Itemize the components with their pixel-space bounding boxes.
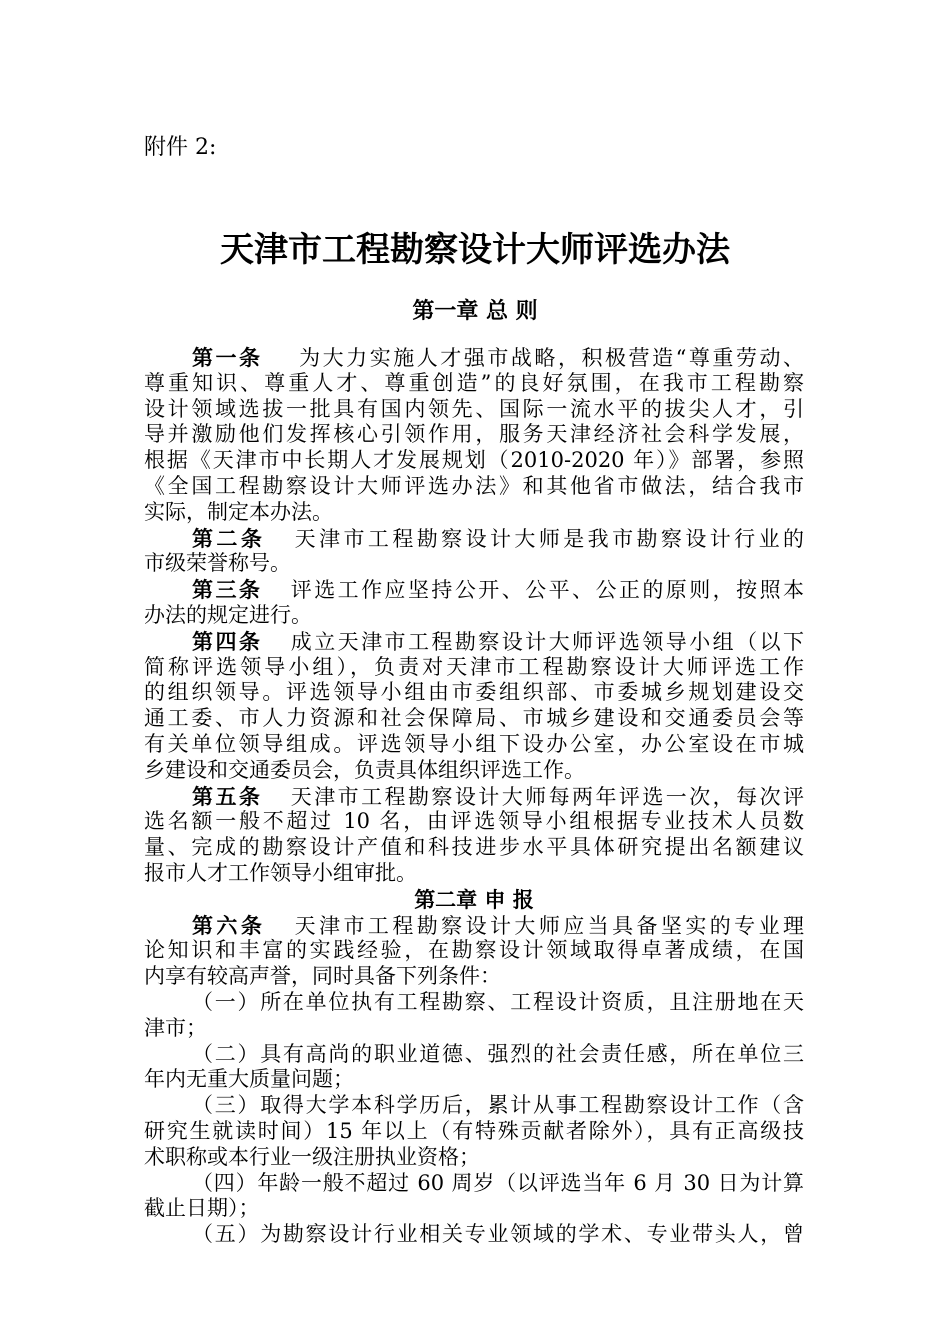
paragraph-line: 通工委、市人力资源和社会保障局、市城乡建设和交通委员会等 [144, 706, 804, 731]
article-label: 第四条 [192, 628, 263, 654]
article-label: 第二条 [192, 525, 266, 551]
paragraph-line [144, 345, 804, 371]
paragraph-line: 市级荣誉称号。 [144, 551, 291, 576]
line-text: 天津市工程勘察设计大师应当具备坚实的专业理 [291, 913, 804, 938]
line-text: 天津市工程勘察设计大师每两年评选一次，每次评 [288, 784, 804, 809]
paragraph-line: 尊重知识、尊重人才、尊重创造”的良好氛围，在我市工程勘察 [144, 370, 804, 395]
article-label: 第三条 [192, 577, 263, 603]
list-item-line: （三）取得大学本科学历后，累计从事工程勘察设计工作（含 [192, 1093, 804, 1118]
list-item-line: 截止日期）； [144, 1196, 260, 1221]
list-item-line: 研究生就读时间）15 年以上（有特殊贡献者除外），具有正高级技 [144, 1118, 804, 1143]
document-title: 天津市工程勘察设计大师评选办法 [220, 230, 730, 270]
article-label: 第一条 [192, 345, 263, 370]
paragraph-line: 根据《天津市中长期人才发展规划（2010-2020 年）》部署，参照 [144, 448, 804, 473]
line-text: 天津市工程勘察设计大师是我市勘察设计行业的 [291, 526, 804, 551]
paragraph-line [144, 577, 804, 603]
paragraph-line: 办法的规定进行。 [144, 602, 312, 627]
line-text: 为大力实施人才强市战略，积极营造“尊重劳动、 [296, 346, 804, 370]
list-item-line: （一）所在单位执有工程勘察、工程设计资质，且注册地在天 [192, 989, 804, 1014]
list-item-line: （四）年龄一般不超过 60 周岁（以评选当年 6 月 30 日为计算 [192, 1170, 804, 1195]
list-item-line: （二）具有高尚的职业道德、强烈的社会责任感，所在单位三 [192, 1041, 804, 1066]
paragraph-line [144, 526, 804, 552]
line-text: 评选工作应坚持公开、公平、公正的原则，按照本 [288, 578, 804, 603]
attachment-label: 附件 2: [144, 135, 217, 160]
chapter-heading-1: 第一章 总 则 [412, 298, 538, 324]
paragraph-line: 报市人才工作领导小组审批。 [144, 860, 417, 885]
paragraph-line: 选名额一般不超过 10 名，由评选领导小组根据专业技术人员数 [144, 809, 804, 834]
article-label: 第五条 [192, 783, 263, 809]
paragraph-line: 简称评选领导小组），负责对天津市工程勘察设计大师评选工作 [144, 654, 804, 679]
paragraph-line: 乡建设和交通委员会，负责具体组织评选工作。 [144, 757, 585, 782]
list-item-line: 津市； [144, 1015, 207, 1040]
paragraph-line: 有关单位领导组成。评选领导小组下设办公室，办公室设在市城 [144, 731, 804, 756]
paragraph-line: 量、完成的勘察设计产值和科技进步水平具体研究提出名额建议 [144, 835, 804, 860]
paragraph-line: 《全国工程勘察设计大师评选办法》和其他省市做法，结合我市 [144, 473, 804, 498]
paragraph-line [144, 784, 804, 810]
list-item-line: 年内无重大质量问题； [144, 1067, 354, 1092]
paragraph-line: 导并激励他们发挥核心引领作用，服务天津经济社会科学发展， [144, 422, 804, 447]
article-label: 第六条 [192, 912, 266, 938]
paragraph-line: 的组织领导。评选领导小组由市委组织部、市委城乡规划建设交 [144, 680, 804, 705]
paragraph-line: 实际，制定本办法。 [144, 499, 333, 524]
document-body [144, 345, 804, 1248]
paragraph-line [144, 629, 804, 655]
paragraph-line: 内享有较高声誉，同时具备下列条件： [144, 964, 501, 989]
paragraph-line [144, 913, 804, 939]
paragraph-line: 设计领域选拔一批具有国内领先、国际一流水平的拔尖人才，引 [144, 396, 804, 421]
list-item-line: 术职称或本行业一级注册执业资格； [144, 1144, 480, 1169]
list-item-line: （五）为勘察设计行业相关专业领域的学术、专业带头人，曾 [192, 1222, 804, 1247]
paragraph-line: 论知识和丰富的实践经验，在勘察设计领域取得卓著成绩，在国 [144, 938, 804, 963]
line-text: 成立天津市工程勘察设计大师评选领导小组（以下 [288, 629, 804, 654]
chapter-heading-2: 第二章 申 报 [414, 886, 534, 912]
